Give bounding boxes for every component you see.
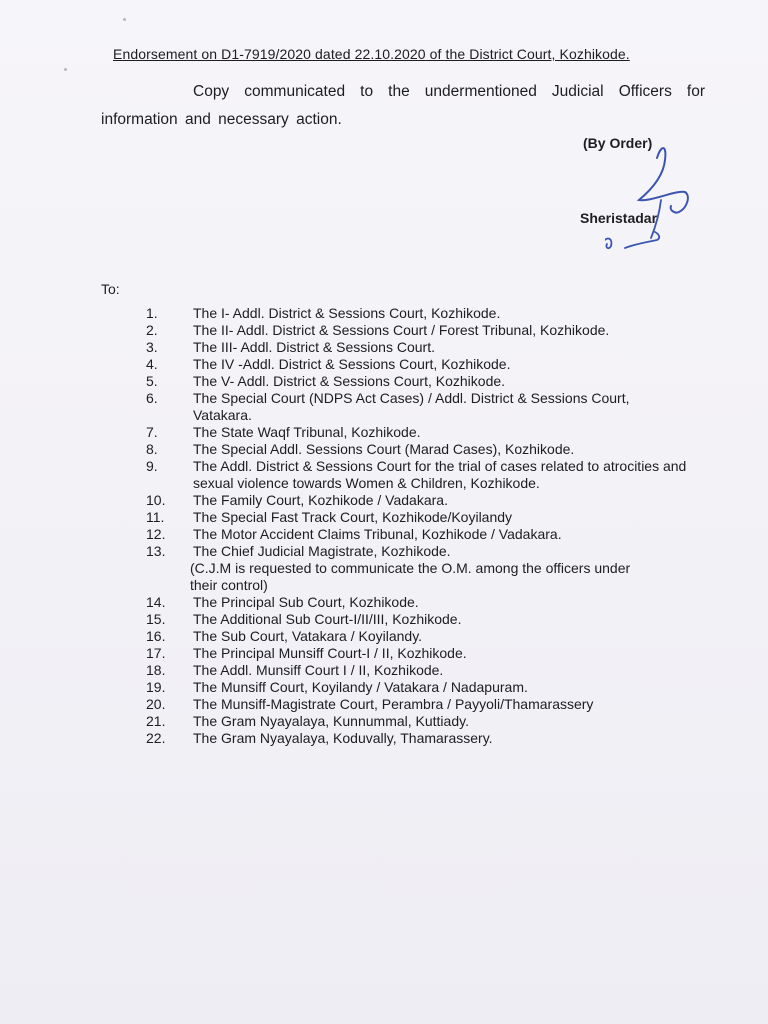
by-order-label: (By Order): [583, 135, 653, 151]
item-text: The Addl. District & Sessions Court for the trial of cases related to atrocities and sexual violence towards Women & Children, Kozhikode.: [193, 458, 687, 491]
item-number: 14.: [146, 594, 166, 610]
item-text: The Special Addl. Sessions Court (Marad Cases), Kozhikode.: [193, 441, 575, 457]
item-text: The Special Fast Track Court, Kozhikode/Koyilandy: [193, 509, 513, 525]
item-text: The Motor Accident Claims Tribunal, Kozhikode / Vadakara.: [193, 526, 562, 542]
item-text: The IV -Addl. District & Sessions Court, Kozhikode.: [193, 356, 511, 372]
to-label: To:: [101, 281, 120, 297]
item-number: 4.: [146, 356, 158, 372]
item-text: The Additional Sub Court-I/II/III, Kozhikode.: [193, 611, 462, 627]
item-number: 7.: [146, 424, 158, 440]
item-number: 3.: [146, 339, 158, 355]
item-number: 10.: [146, 492, 166, 508]
item-number: 22.: [146, 730, 166, 746]
sheristadar-label: Sheristadar: [580, 210, 658, 226]
item-number: 18.: [146, 662, 166, 678]
item-text: The Sub Court, Vatakara / Koyilandy.: [193, 628, 423, 644]
item-number: 11.: [146, 509, 165, 525]
item-number: 12.: [146, 526, 166, 542]
item-text: The III- Addl. District & Sessions Court.: [193, 339, 435, 355]
scan-speck: [64, 68, 67, 71]
endorsement-heading: Endorsement on D1-7919/2020 dated 22.10.2020 of the District Court, Kozhikode.: [113, 46, 630, 62]
item-number: 5.: [146, 373, 158, 389]
item-text: The Gram Nyayalaya, Koduvally, Thamarassery.: [193, 730, 493, 746]
item-text: The Chief Judicial Magistrate, Kozhikode.: [193, 543, 451, 559]
item-number: 6.: [146, 390, 158, 406]
item-text: The Munsiff Court, Koyilandy / Vatakara / Nadapuram.: [193, 679, 528, 695]
item-text: The Gram Nyayalaya, Kunnummal, Kuttiady.: [193, 713, 469, 729]
item-number: 17.: [146, 645, 166, 661]
item-text: The State Waqf Tribunal, Kozhikode.: [193, 424, 421, 440]
item-number: 9.: [146, 458, 158, 474]
item-number: 21.: [146, 713, 166, 729]
item-text: The II- Addl. District & Sessions Court / Forest Tribunal, Kozhikode.: [193, 322, 610, 338]
communication-paragraph: Copy communicated to the undermentioned Judicial Officers for information and necessary action.: [101, 83, 705, 128]
item-number: 19.: [146, 679, 166, 695]
item-text: The I- Addl. District & Sessions Court, Kozhikode.: [193, 305, 501, 321]
scan-speck: [123, 18, 126, 21]
item-text: The Munsiff-Magistrate Court, Perambra / Payyoli/Thamarassery: [193, 696, 594, 712]
item-number: 16.: [146, 628, 166, 644]
item-text: The Addl. Munsiff Court I / II, Kozhikode.: [193, 662, 444, 678]
item-number: 1.: [146, 305, 158, 321]
item-number: 15.: [146, 611, 166, 627]
item-text: The Principal Munsiff Court-I / II, Kozhikode.: [193, 645, 467, 661]
item-number: 2.: [146, 322, 158, 338]
item-text: The Principal Sub Court, Kozhikode.: [193, 594, 419, 610]
item-number: 13.: [146, 543, 166, 559]
item-text: The Family Court, Kozhikode / Vadakara.: [193, 492, 448, 508]
item-text: The V- Addl. District & Sessions Court, Kozhikode.: [193, 373, 506, 389]
item-text: (C.J.M is requested to communicate the O.M. among the officers under their control): [190, 560, 631, 593]
item-text: The Special Court (NDPS Act Cases) / Addl. District & Sessions Court, Vatakara.: [193, 390, 630, 423]
item-number: 20.: [146, 696, 166, 712]
item-number: 8.: [146, 441, 158, 457]
